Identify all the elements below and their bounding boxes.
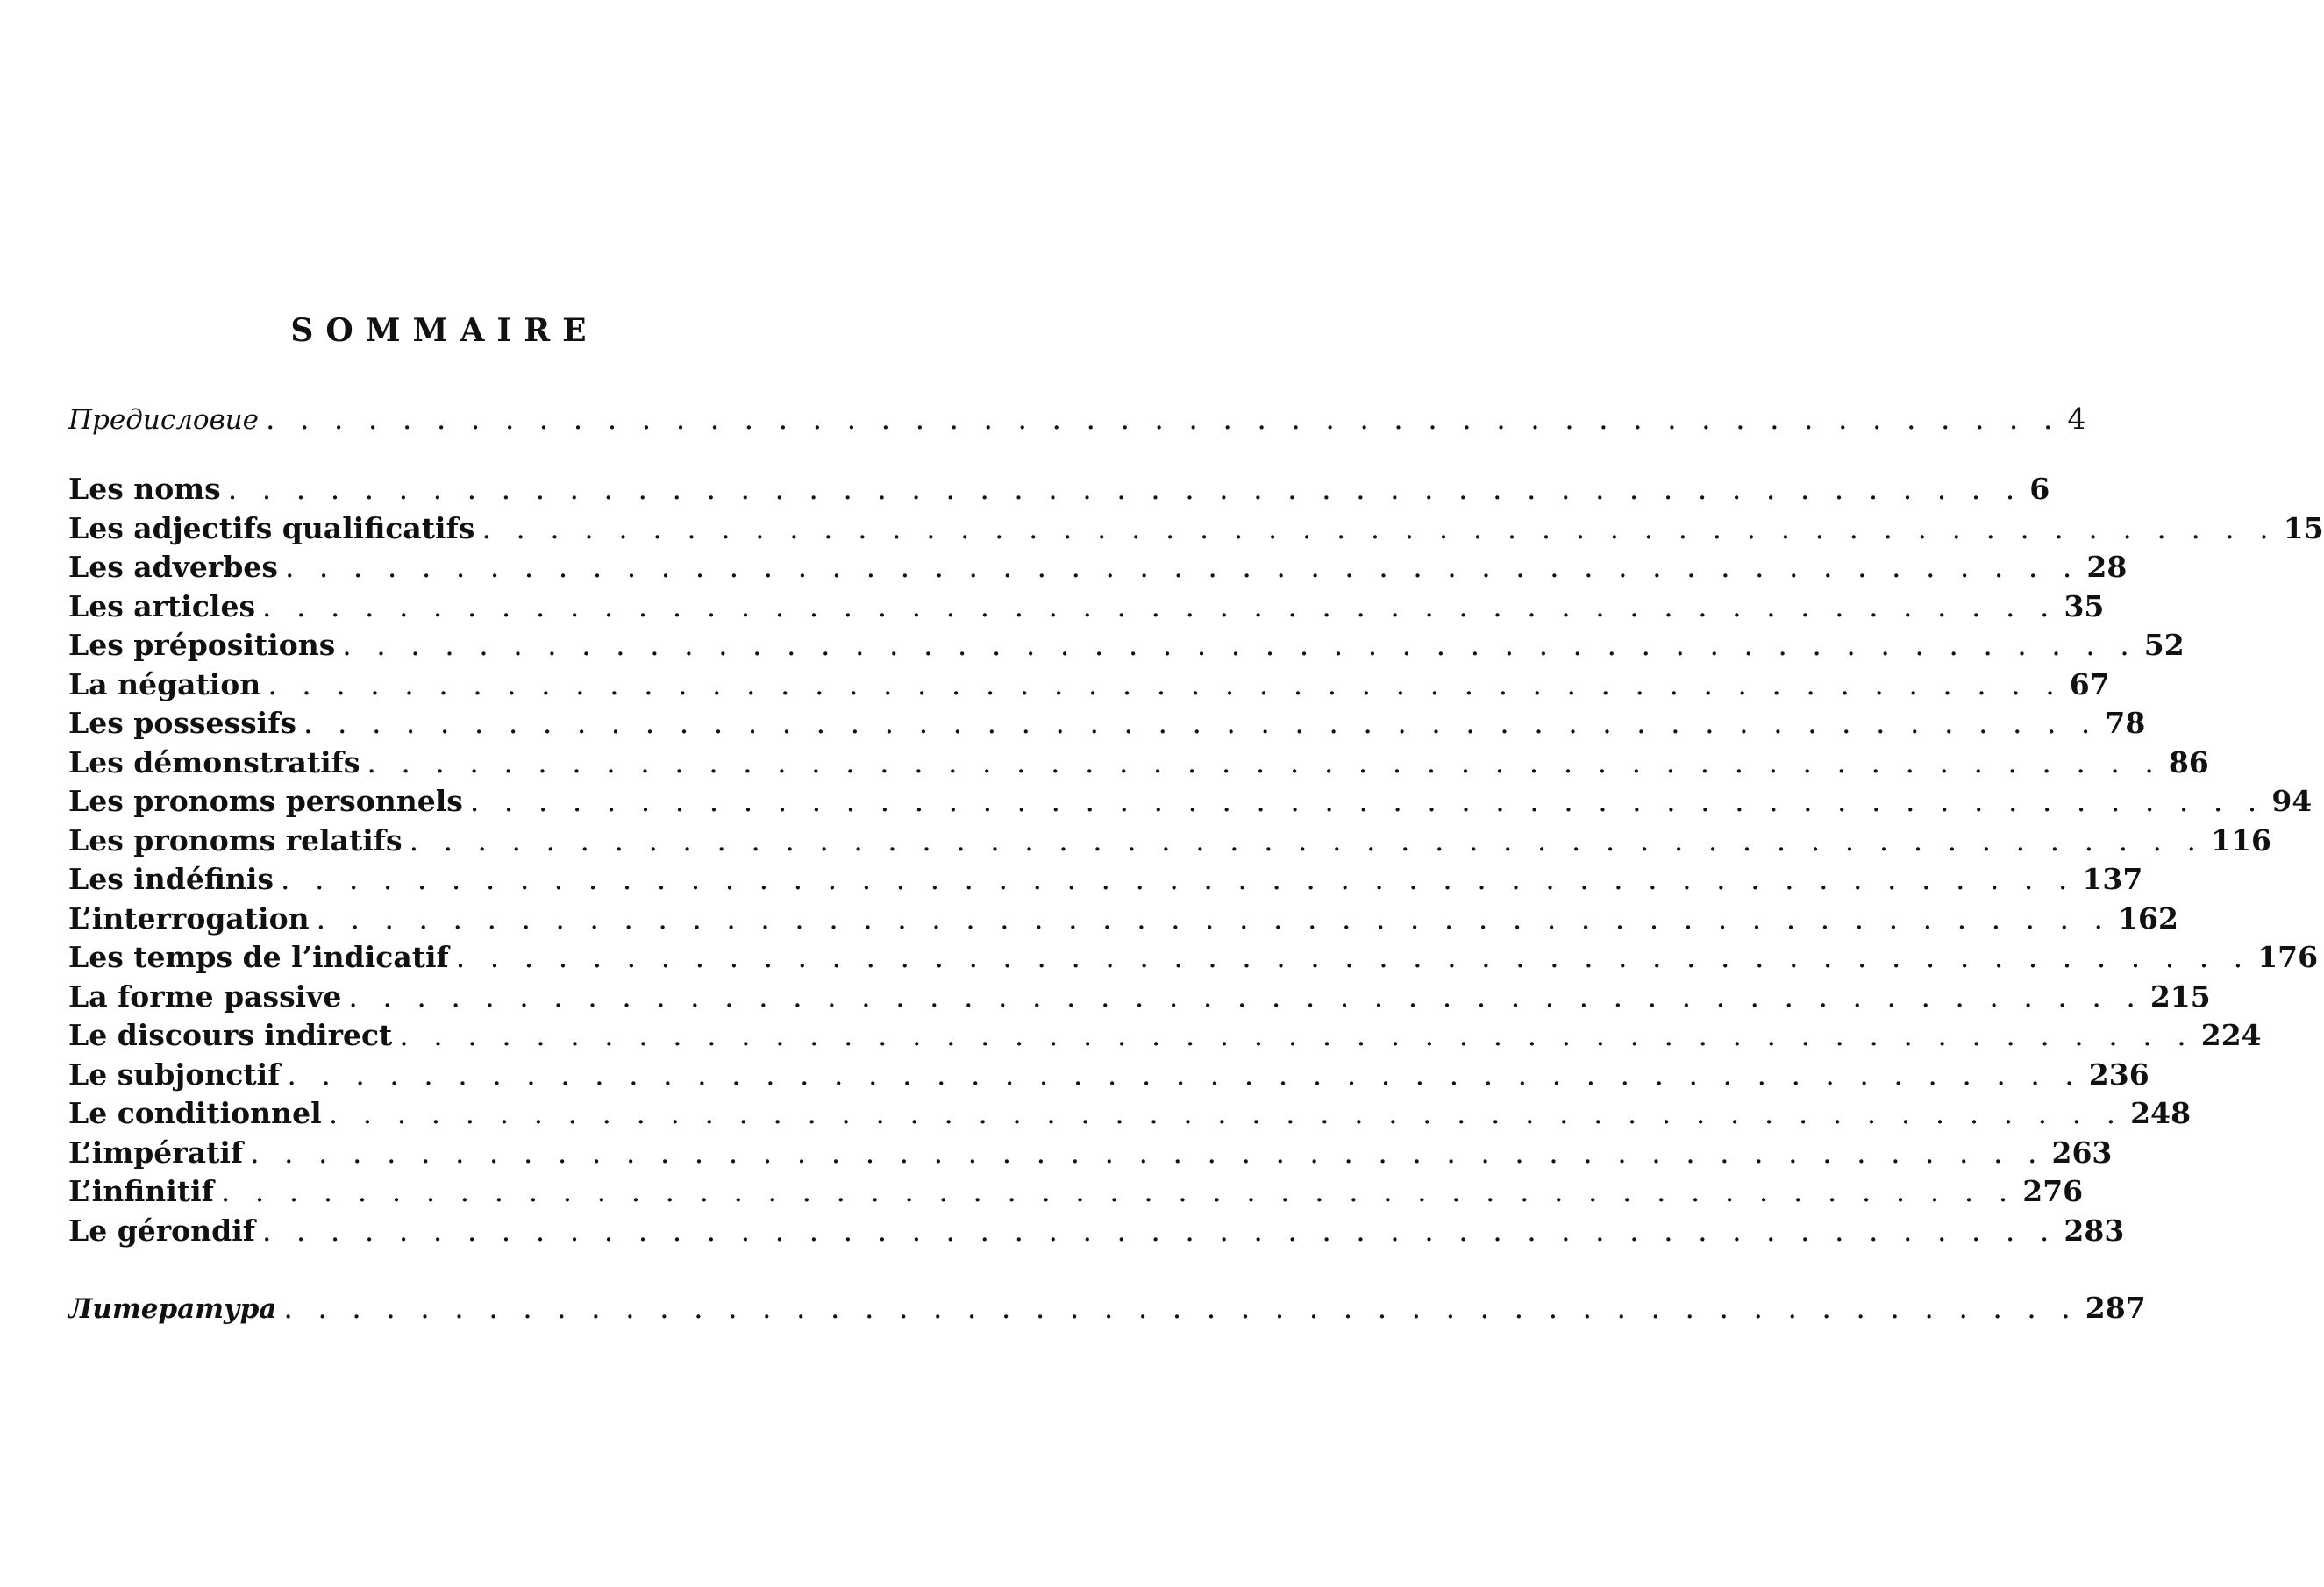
toc-row [68, 1057, 2149, 1097]
dot-leader: . . . . . . . . . . . . . . . . . . . . . . . . . . . . . . . . . . . . . . . . . . . . . . . . . . . . . [227, 472, 2023, 506]
dot-leader: . . . . . . . . . . . . . . . . . . . . . . . . . . . . . . . . . . . . . . . . . . . . . . . . . . . . . [481, 510, 2277, 545]
toc-label: Предисловие [68, 404, 259, 436]
toc-label: Les possessifs [68, 706, 296, 740]
toc-row [68, 744, 2209, 785]
toc-page-number: 263 [2051, 1135, 2113, 1170]
toc-page-number: 276 [2022, 1174, 2084, 1208]
toc-row-bibliography [68, 1291, 2146, 1330]
toc-label: L’infinitif [68, 1174, 214, 1208]
toc-row [68, 666, 2110, 707]
toc-label: Les noms [68, 472, 221, 506]
toc-page-number: 248 [2130, 1096, 2192, 1130]
toc-label: L’impératif [68, 1135, 244, 1170]
toc-row [68, 510, 2324, 551]
toc-page-number: 67 [2069, 666, 2110, 701]
toc-page-number: 137 [2082, 862, 2143, 896]
toc-label: Les temps de l’indicatif [68, 940, 449, 974]
toc-page-number: 28 [2086, 550, 2128, 584]
toc-label: Les indéfinis [68, 862, 274, 896]
toc-page-number: 15 [2283, 510, 2324, 545]
dot-leader: . . . . . . . . . . . . . . . . . . . . . . . . . . . . . . . . . . . . . . . . . . . . . . . . . . . . . [342, 628, 2137, 662]
toc-label: L’interrogation [68, 900, 310, 936]
toc-label: La négation [68, 666, 261, 701]
toc-page-number: 78 [2105, 706, 2146, 740]
toc-page-number: 176 [2257, 940, 2319, 974]
dot-leader: . . . . . . . . . . . . . . . . . . . . . . . . . . . . . . . . . . . . . . . . . . . . . . . . . . . . . [348, 979, 2143, 1014]
dot-leader: . . . . . . . . . . . . . . . . . . . . . . . . . . . . . . . . . . . . . . . . . . . . . . . . . . . . . [409, 822, 2205, 858]
toc-label: Les démonstratifs [68, 744, 360, 779]
dot-leader: . . . . . . . . . . . . . . . . . . . . . . . . . . . . . . . . . . . . . . . . . . . . . . . . . . . . . [280, 862, 2076, 896]
toc-label: Les prépositions [68, 628, 336, 662]
toc-label: Le subjonctif [68, 1057, 281, 1092]
dot-leader: . . . . . . . . . . . . . . . . . . . . . . . . . . . . . . . . . . . . . . . . . . . . . . . . . . . . . [284, 550, 2080, 584]
toc-label: La forme passive [68, 979, 342, 1014]
toc-page-number: 287 [2085, 1291, 2146, 1325]
dot-leader: . . . . . . . . . . . . . . . . . . . . . . . . . . . . . . . . . . . . . . . . . . . . . . . . . . . . . [265, 402, 2061, 436]
toc-page-number: 6 [2029, 472, 2050, 506]
dot-leader: . . . . . . . . . . . . . . . . . . . . . . . . . . . . . . . . . . . . . . . . . . . . . . . . . . . . . [316, 900, 2112, 936]
toc-page-number: 236 [2088, 1057, 2149, 1092]
toc-page-number: 4 [2067, 402, 2086, 436]
toc-row [68, 628, 2185, 667]
toc-row [68, 588, 2105, 629]
dot-leader: . . . . . . . . . . . . . . . . . . . . . . . . . . . . . . . . . . . . . . . . . . . . . . . . . . . . . [287, 1057, 2082, 1092]
toc-label: Литература [68, 1293, 277, 1325]
page-title: SOMMAIRE [290, 312, 599, 349]
toc-label: Les articles [68, 588, 256, 623]
dot-leader: . . . . . . . . . . . . . . . . . . . . . . . . . . . . . . . . . . . . . . . . . . . . . . . . . . . . . [328, 1096, 2124, 1130]
toc-row [68, 550, 2128, 589]
dot-leader: . . . . . . . . . . . . . . . . . . . . . . . . . . . . . . . . . . . . . . . . . . . . . . . . . . . . . [267, 666, 2063, 701]
dot-leader: . . . . . . . . . . . . . . . . . . . . . . . . . . . . . . . . . . . . . . . . . . . . . . . . . . . . . [261, 1213, 2057, 1248]
toc-row [68, 822, 2271, 863]
toc-row [68, 706, 2146, 745]
toc-page-number: 94 [2271, 784, 2313, 818]
toc-row [68, 900, 2178, 941]
toc-page-number: 224 [2200, 1018, 2262, 1052]
toc-label: Les adverbes [68, 550, 278, 584]
dot-leader: . . . . . . . . . . . . . . . . . . . . . . . . . . . . . . . . . . . . . . . . . . . . . . . . . . . . . [399, 1018, 2194, 1052]
toc-page-number: 52 [2143, 628, 2185, 662]
dot-leader: . . . . . . . . . . . . . . . . . . . . . . . . . . . . . . . . . . . . . . . . . . . . . . . . . . . . . [220, 1174, 2016, 1208]
toc-page-number: 283 [2064, 1213, 2125, 1248]
dot-leader: . . . . . . . . . . . . . . . . . . . . . . . . . . . . . . . . . . . . . . . . . . . . . . . . . . . . . [367, 744, 2162, 779]
dot-leader: . . . . . . . . . . . . . . . . . . . . . . . . . . . . . . . . . . . . . . . . . . . . . . . . . . . . . [283, 1291, 2078, 1325]
toc-row [68, 1096, 2192, 1135]
toc-row [68, 979, 2211, 1019]
toc-label: Les pronoms personnels [68, 784, 463, 818]
toc-row [68, 940, 2319, 979]
toc-list [68, 472, 2324, 1252]
toc-row [68, 472, 2050, 511]
toc-row [68, 1018, 2262, 1057]
toc-page-number: 162 [2118, 900, 2178, 936]
toc-page-number: 86 [2168, 744, 2209, 779]
toc-page-number: 215 [2149, 979, 2211, 1014]
toc-page-number: 35 [2064, 588, 2105, 623]
dot-leader: . . . . . . . . . . . . . . . . . . . . . . . . . . . . . . . . . . . . . . . . . . . . . . . . . . . . . [250, 1135, 2045, 1170]
toc-bibliography [68, 1291, 2146, 1330]
toc-row [68, 1135, 2113, 1175]
toc-label: Le gérondif [68, 1213, 255, 1248]
toc-label: Les pronoms relatifs [68, 822, 403, 858]
toc-label: Le discours indirect [68, 1018, 393, 1052]
toc-row [68, 784, 2313, 823]
dot-leader: . . . . . . . . . . . . . . . . . . . . . . . . . . . . . . . . . . . . . . . . . . . . . . . . . . . . . [455, 940, 2251, 974]
toc-row [68, 862, 2143, 901]
toc-row [68, 1213, 2125, 1253]
toc-label: Le conditionnel [68, 1096, 322, 1130]
toc-label: Les adjectifs qualificatifs [68, 510, 475, 545]
toc-row [68, 1174, 2084, 1213]
dot-leader: . . . . . . . . . . . . . . . . . . . . . . . . . . . . . . . . . . . . . . . . . . . . . . . . . . . . . [262, 588, 2057, 623]
toc-row-preface [68, 402, 2086, 441]
toc-preface [68, 402, 2086, 441]
dot-leader: . . . . . . . . . . . . . . . . . . . . . . . . . . . . . . . . . . . . . . . . . . . . . . . . . . . . . [469, 784, 2265, 818]
dot-leader: . . . . . . . . . . . . . . . . . . . . . . . . . . . . . . . . . . . . . . . . . . . . . . . . . . . . . [303, 706, 2099, 740]
toc-page-number: 116 [2211, 822, 2271, 858]
